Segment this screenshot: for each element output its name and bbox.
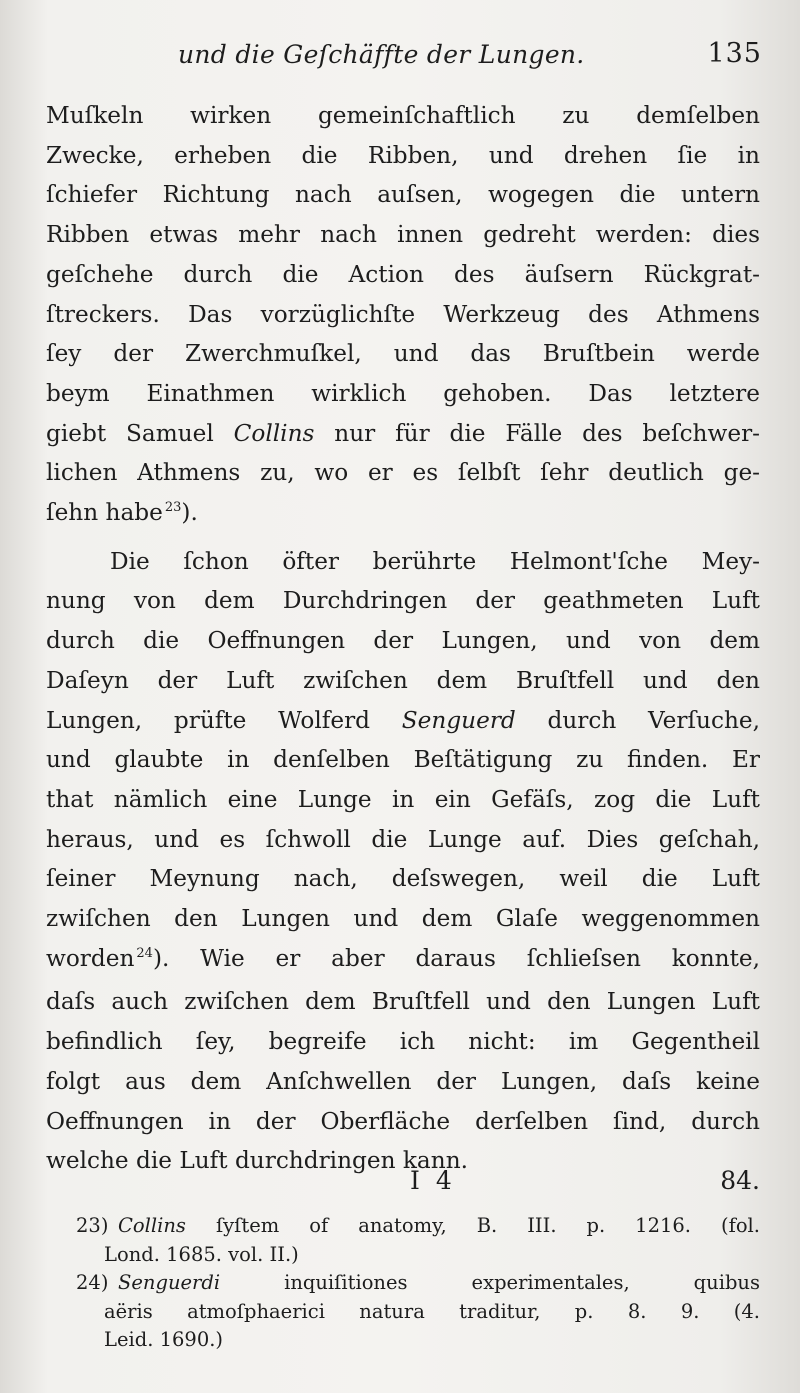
footnote-ref: 23: [164, 500, 182, 516]
text-line: [46, 939, 760, 983]
text-line: geſchehe durch die Action des äuſsern Rückgrat-: [46, 260, 760, 288]
catchword: 84.: [720, 1166, 760, 1195]
running-head: und die Geſchäffte der Lungen.: [178, 40, 585, 69]
text-line: Daſeyn der Luft zwiſchen dem Bruſtfell und den: [46, 666, 760, 694]
text-segment: ).: [181, 499, 198, 527]
footnote-author: Collins: [118, 1214, 186, 1237]
text-line: ſey der Zwerchmuſkel, und das Bruſtbein werde: [46, 340, 760, 368]
text-line: lichen Athmens zu, wo er es ſelbſt ſehr deutlich ge-: [46, 459, 760, 487]
page-header: [46, 38, 762, 78]
text-line: nung von dem Durchdringen der geathmeten Luft: [46, 587, 760, 615]
text-line: ſchiefer Richtung nach auſsen, wogegen die untern: [46, 181, 760, 209]
footnote-line: aëris atmoſphaerici natura traditur, p. 8. 9. (4.: [104, 1299, 760, 1323]
paragraph-1: [46, 96, 760, 537]
footnote-text: inquiſitiones experimentales, quibus: [284, 1271, 760, 1294]
footnote-number: 23): [76, 1214, 109, 1237]
text-line: folgt aus dem Anſchwellen der Lungen, daſs keine: [46, 1067, 760, 1095]
page-number: 135: [707, 38, 762, 69]
text-line: beym Einathmen wirklich gehoben. Das letztere: [46, 379, 760, 407]
text-line: ſtreckers. Das vorzüglichſte Werkzeug des Athmens: [46, 300, 760, 328]
text-line: und glaubte in denſelben Beſtätigung zu finden. Er: [46, 746, 760, 774]
footnote-line: [76, 1212, 760, 1241]
text-line: [46, 493, 760, 537]
footnote-line: Lond. 1685. vol. II.): [104, 1242, 299, 1266]
paragraph-2: [46, 542, 760, 1181]
text-line: welche die Luft durchdringen kann.: [46, 1147, 468, 1175]
text-line: Oeffnungen in der Oberfläche derſelben ſind, durch: [46, 1107, 760, 1135]
text-line: Ribben etwas mehr nach innen gedreht werden: dies: [46, 221, 760, 249]
text-line: ſeiner Meynung nach, deſswegen, weil die Luft: [46, 865, 760, 893]
text-line: [46, 701, 760, 741]
text-segment: nur für die Fälle des beſchwer-: [334, 419, 760, 447]
author-name: Senguerd: [401, 706, 516, 734]
text-line: durch die Oeffnungen der Lungen, und von dem: [46, 627, 760, 655]
text-line: zwiſchen den Lungen und dem Glaſe weggenommen: [46, 905, 760, 933]
text-line: daſs auch zwiſchen dem Bruſtfell und den Lungen Luft: [46, 988, 760, 1016]
footnote-23: [76, 1212, 760, 1269]
footnote-ref: 24: [136, 945, 153, 961]
footnote-line: Leid. 1690.): [104, 1328, 224, 1351]
body-text: [46, 96, 760, 1181]
text-line: befindlich ſey, begreife ich nicht: im Gegentheil: [46, 1028, 760, 1056]
text-segment: worden: [46, 944, 135, 972]
text-line: Zwecke, erheben die Ribben, und drehen ſie in: [46, 141, 760, 169]
footnote-text: ſyſtem of anatomy, B. III. p. 1216. (fol.: [215, 1214, 760, 1237]
footnote-line: [76, 1269, 760, 1298]
text-segment: ſehn habe: [46, 499, 163, 527]
signature-mark: I 4: [410, 1166, 456, 1195]
text-line: heraus, und es ſchwoll die Lunge auf. Dies geſchah,: [46, 825, 760, 853]
text-segment: giebt Samuel: [46, 419, 214, 447]
text-line: that nämlich eine Lunge in ein Gefäſs, zog die Luft: [46, 785, 760, 813]
signature-row: [46, 1166, 760, 1200]
footnotes: [76, 1212, 760, 1355]
text-line: [46, 414, 760, 454]
text-line: Die ſchon öfter berührte Helmont'ſche Mey-: [110, 547, 760, 575]
text-line: Muſkeln wirken gemeinſchaftlich zu demſelben: [46, 102, 760, 129]
text-segment: ). Wie er aber daraus ſchlieſsen konnte,: [152, 944, 760, 972]
footnote-24: [76, 1269, 760, 1355]
author-name: Collins: [233, 419, 315, 447]
text-segment: Lungen, prüfte Wolferd: [46, 706, 371, 734]
text-segment: durch Verſuche,: [547, 706, 761, 734]
footnote-author: Senguerdi: [118, 1271, 221, 1294]
footnote-number: 24): [76, 1271, 109, 1294]
